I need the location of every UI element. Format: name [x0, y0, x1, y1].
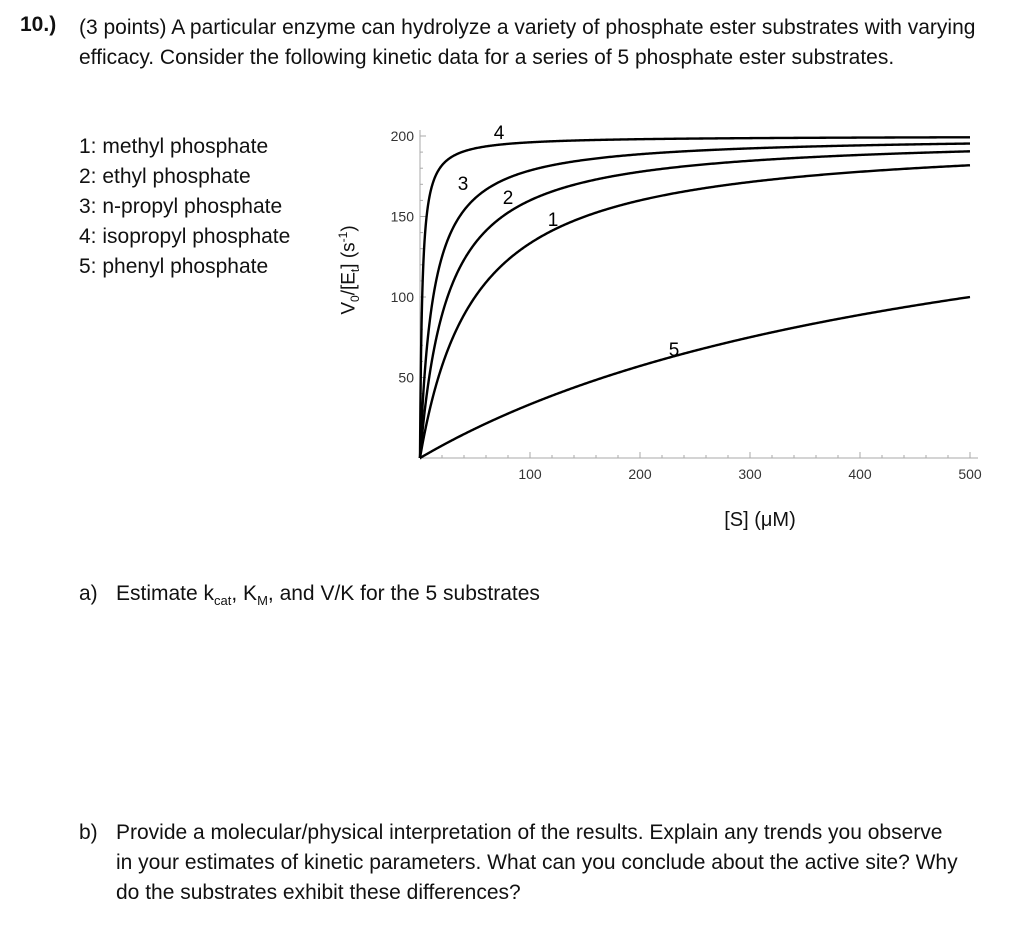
x-tick-label: 300 [738, 466, 762, 482]
part-b-label: b) [79, 821, 98, 844]
series-label-2: 2 [502, 188, 514, 209]
part-a-label: a) [79, 582, 98, 605]
substrate-item-1: 1: methyl phosphate [79, 135, 269, 158]
series-line-5 [420, 297, 970, 458]
x-tick-label: 400 [848, 466, 872, 482]
question-number: 10.) [20, 13, 57, 36]
question-text: (3 points) A particular enzyme can hydrolyze a variety of phosphate ester substrates with varying efficacy. Consider the following kinetic data for a series of 5 phosphate ester substrates. [79, 16, 976, 69]
series-line-4 [420, 137, 970, 458]
y-axis-label: $V_0/[E_t]$ $(s^{-1})$ [335, 225, 363, 315]
y-tick-label: 200 [390, 128, 414, 144]
x-tick-label: 100 [518, 466, 542, 482]
substrate-item-2: 2: ethyl phosphate [79, 165, 251, 188]
series-label-1: 1 [547, 210, 559, 231]
part-b [79, 818, 959, 908]
y-tick-label: 50 [398, 369, 414, 386]
substrate-item-3: 3: n-propyl phosphate [79, 195, 283, 218]
series-label-5: 5 [668, 340, 680, 361]
substrate-item-5: 5: phenyl phosphate [79, 255, 269, 278]
substrate-item-4: 4: isopropyl phosphate [79, 225, 291, 248]
series-label-3: 3 [457, 174, 469, 195]
series-label-4: 4 [493, 123, 505, 144]
part-b-text: Provide a molecular/physical interpretation of the results. Explain any trends you observe in your estimates of kinetic parameters. What can you conclude about the active site? Why do the substrates exhibit these differences? [116, 821, 958, 904]
x-axis-label: [S] (μM) [724, 509, 796, 531]
y-tick-label: 100 [390, 289, 414, 305]
part-a [79, 579, 779, 616]
x-tick-label: 500 [958, 466, 982, 482]
y-tick-label: 150 [390, 208, 414, 225]
part-a-text: Estimate $k_{cat}$, $K_M$, and V/K for the 5 substrates [116, 582, 540, 609]
series-line-1 [420, 165, 970, 458]
x-tick-label: 200 [628, 466, 652, 482]
